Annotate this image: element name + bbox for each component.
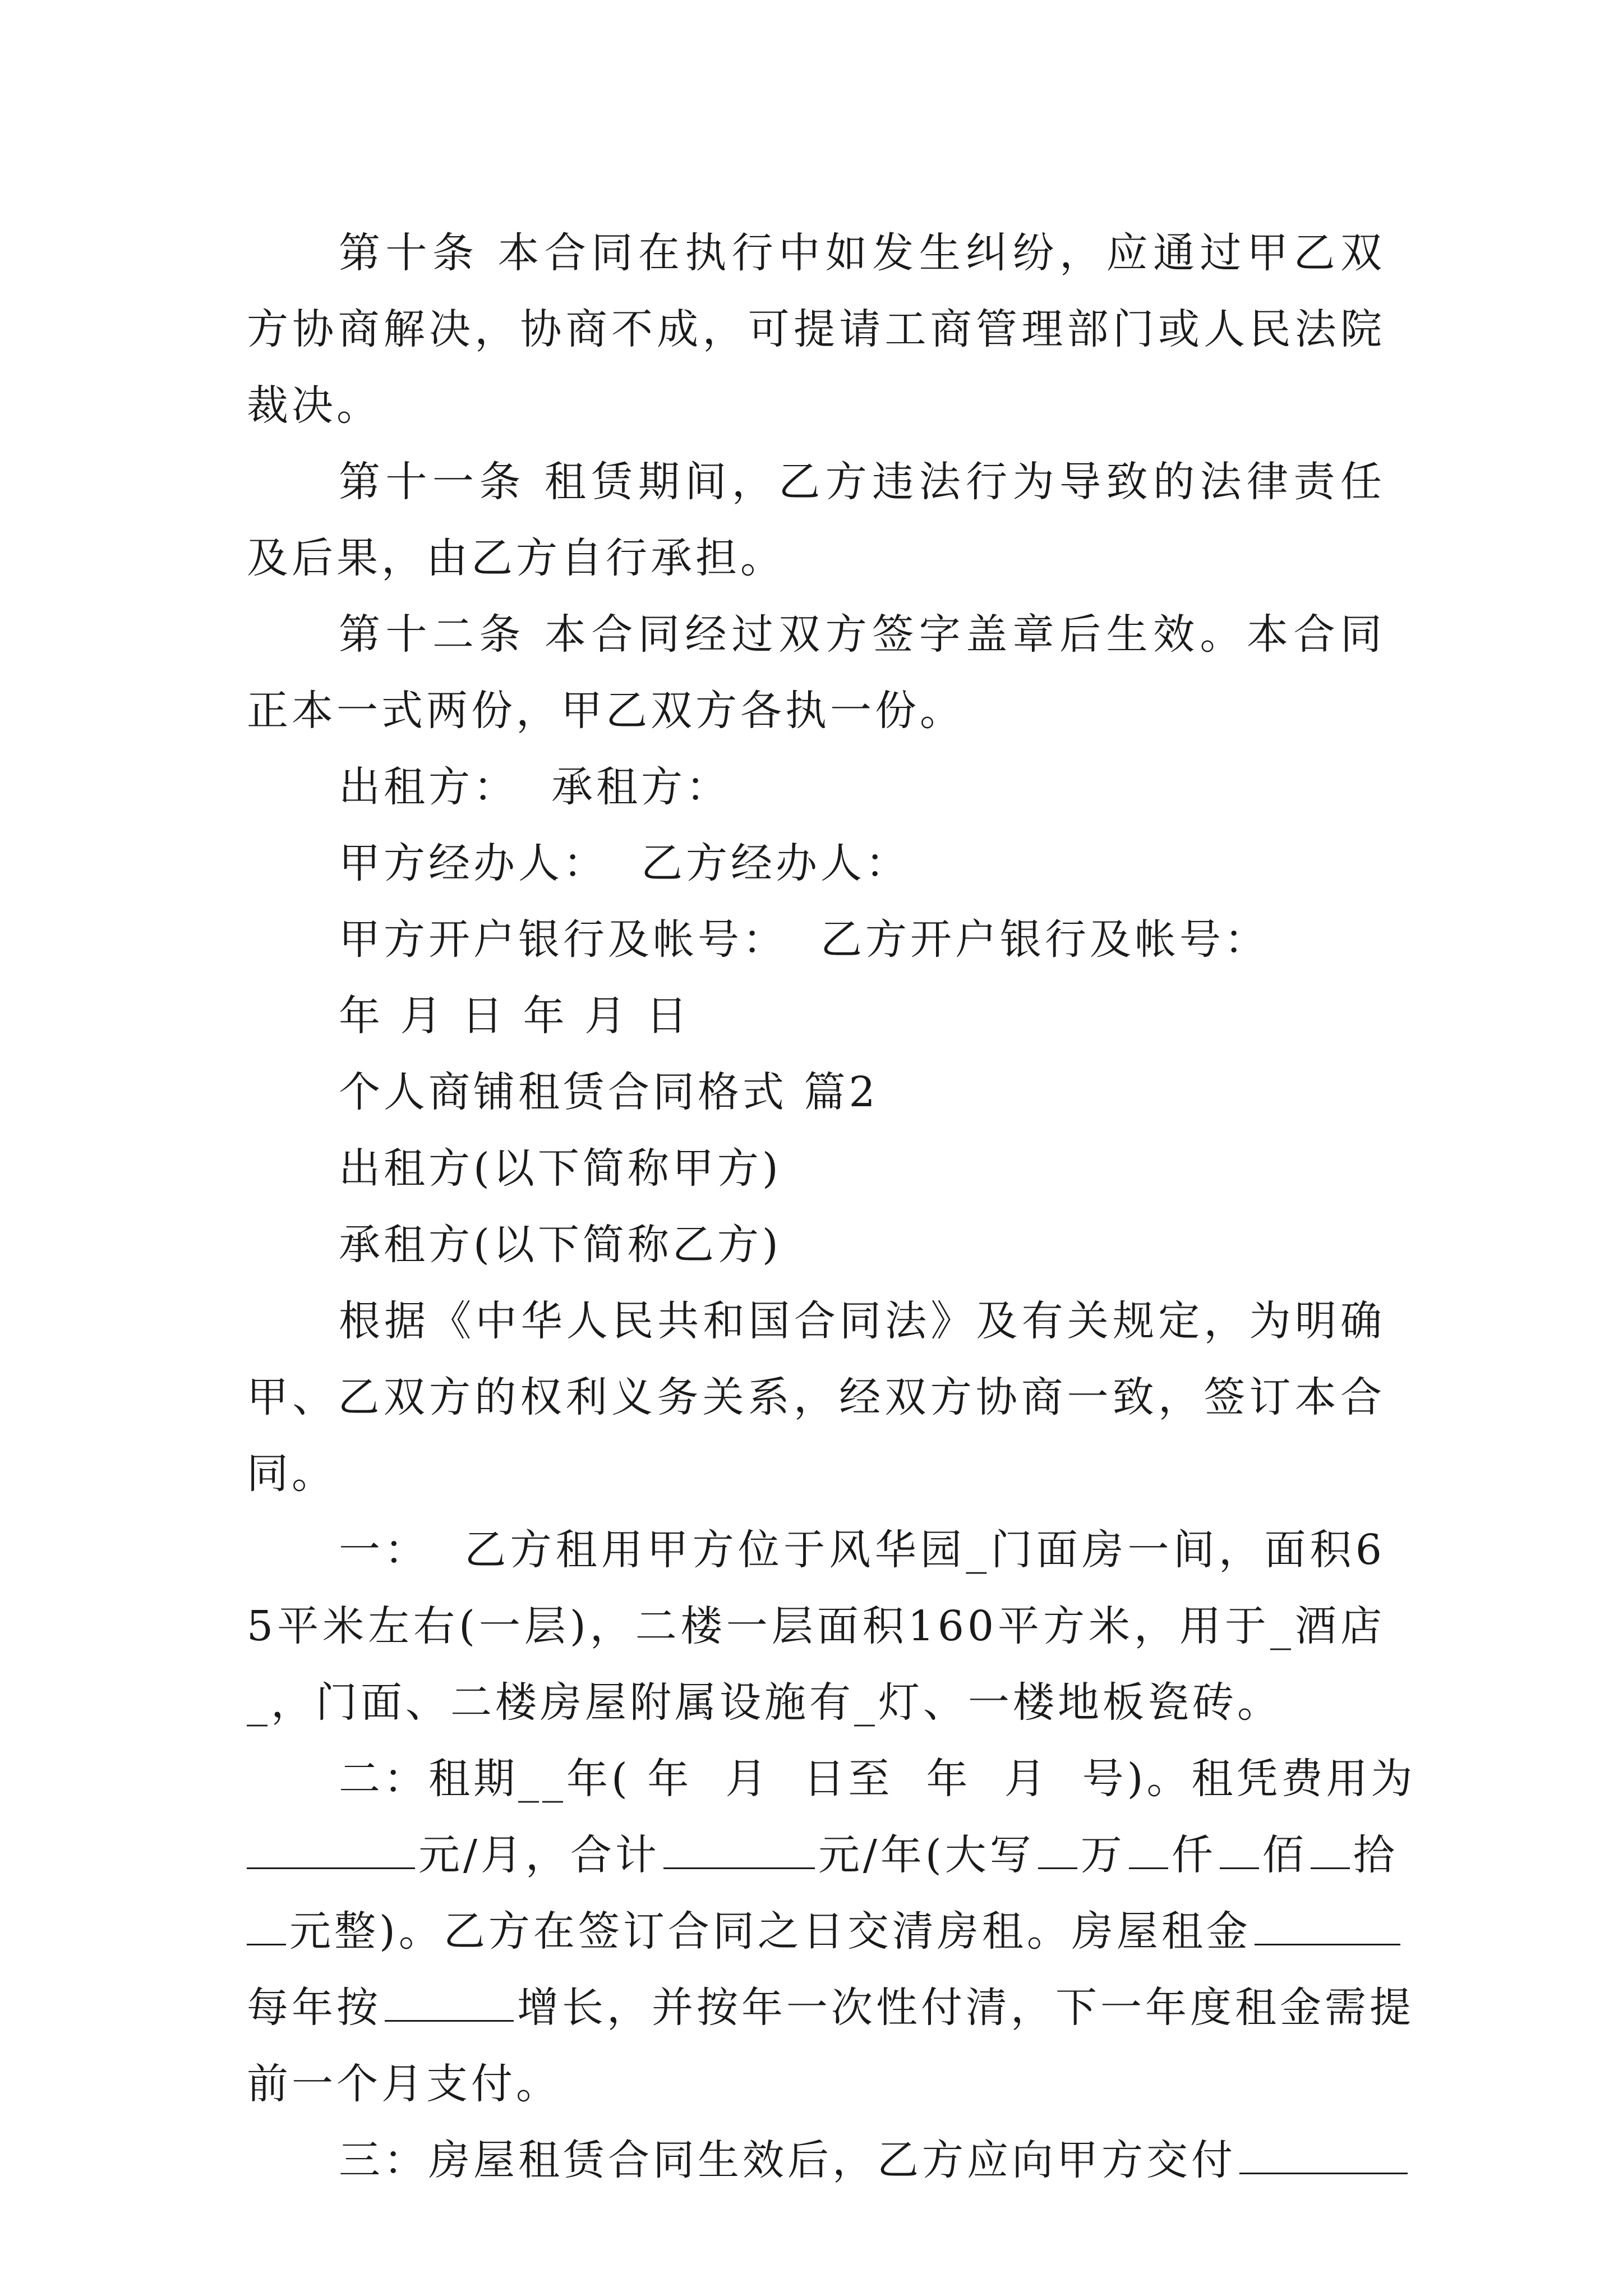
item-2-line-5: 前一个月支付。 xyxy=(247,2060,561,2108)
item-2-line-1: 二：租期__年( 年 月 日至 年 月 号)。租凭费用为 xyxy=(339,1755,1416,1803)
qian-blank xyxy=(1129,1833,1168,1869)
increase-rate-blank xyxy=(385,1985,514,2022)
annual-rent-blank xyxy=(663,1833,815,1869)
item-2-line-2: 元/月，合计 元/年(大写 万 仟 佰 拾 xyxy=(247,1817,1385,1893)
agents-signature-line: 甲方经办人： 乙方经办人： xyxy=(339,839,911,887)
contract-intro: 根据《中华人民共和国合同法》及有关规定，为明确甲、乙双方的权利义务关系，经双方协商一致，签订本合同。 xyxy=(247,1297,1385,1498)
lessor-party-line: 出租方(以下简称甲方) xyxy=(339,1144,782,1193)
monthly-rent-blank xyxy=(247,1833,415,1869)
wan-blank xyxy=(1038,1833,1077,1869)
item-3-deposit: 三：房屋租赁合同生效后，乙方应向甲方交付 xyxy=(247,2122,1385,2198)
item-2-rent-terms xyxy=(247,1741,1416,2122)
bai-blank xyxy=(1220,1833,1259,1869)
clause-12: 第十二条 本合同经过双方签字盖章后生效。本合同正本一式两份，甲乙双方各执一份。 xyxy=(247,610,1385,735)
clause-11: 第十一条 租赁期间，乙方违法行为导致的法律责任及后果，由乙方自行承担。 xyxy=(247,458,1385,582)
lessee-party-line: 承租方(以下简称乙方) xyxy=(339,1221,782,1269)
item-2-line-4: 每年按 增长，并按年一次性付清，下一年度租金需提 xyxy=(247,1984,1414,2032)
rent-increase-blank xyxy=(1255,1909,1400,1945)
signing-dates-line: 年 月 日 年 月 日 xyxy=(339,992,691,1040)
deposit-blank xyxy=(1239,2138,1408,2174)
item-1-premises: 一： 乙方租用甲方位于风华园_门面房一间，面积65平米左右(一层)，二楼一层面积160平方米，用于_酒店_，门面、二楼房屋附属设施有_灯、一楼地板瓷砖。 xyxy=(247,1526,1385,1727)
bank-accounts-line: 甲方开户银行及帐号： 乙方开户银行及帐号： xyxy=(339,915,1270,964)
section-title: 个人商铺租赁合同格式 篇2 xyxy=(339,1068,879,1116)
yuan-blank xyxy=(247,1909,286,1945)
clause-10: 第十条 本合同在执行中如发生纠纷，应通过甲乙双方协商解决，协商不成，可提请工商管理部门或人民法院裁决。 xyxy=(247,229,1385,430)
document-body xyxy=(247,215,1416,2198)
item-2-line-3: 元整)。乙方在签订合同之日交清房租。房屋租金 xyxy=(247,1893,1385,1970)
shi-blank xyxy=(1311,1833,1350,1869)
lessor-lessee-signature-line: 出租方： 承租方： xyxy=(339,763,731,811)
